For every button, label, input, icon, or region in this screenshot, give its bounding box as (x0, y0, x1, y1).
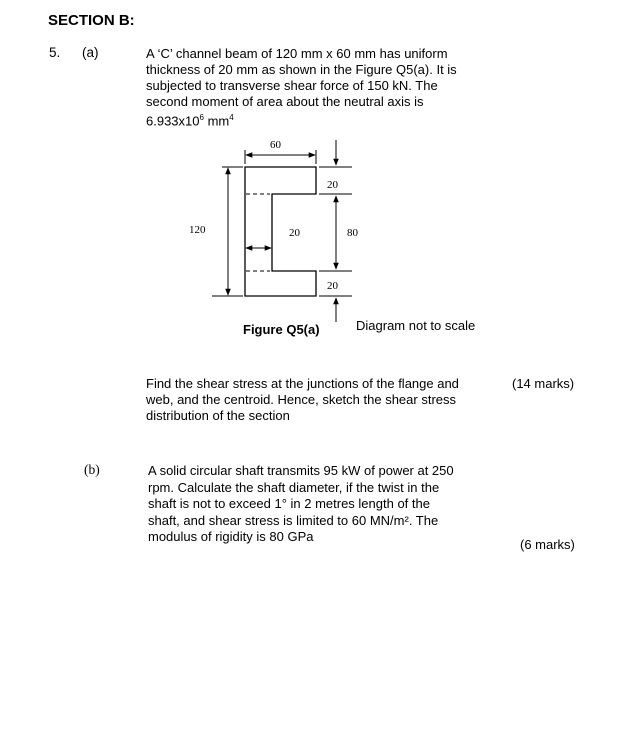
part-b-line: modulus of rigidity is 80 GPa (148, 529, 314, 544)
dim-flange-top-label: 20 (327, 179, 338, 191)
question-number: 5. (49, 45, 61, 60)
part-a-line: thickness of 20 mm as shown in the Figure Q5(a). It is (146, 62, 457, 77)
part-a-task-line: distribution of the section (146, 408, 290, 423)
figure-note: Diagram not to scale (356, 318, 476, 333)
inertia-unit: mm (203, 113, 230, 129)
dim-height-label: 120 (189, 224, 206, 236)
inertia-unit-exponent: 4 (229, 113, 234, 122)
dim-flange-bottom-label: 20 (327, 280, 338, 292)
part-a-task-line: web, and the centroid. Hence, sketch the shear stress (146, 392, 457, 407)
part-a-marks: (14 marks) (512, 376, 575, 391)
part-b-label: (b) (84, 462, 100, 477)
part-a-task (146, 376, 496, 424)
part-a-label: (a) (82, 45, 99, 60)
part-a-task-line: Find the shear stress at the junctions of the flange and (146, 376, 459, 391)
section-title: SECTION B: (48, 12, 135, 29)
figure-caption: Figure Q5(a) (243, 322, 320, 337)
dim-web-label: 20 (289, 227, 300, 239)
dim-inner-label: 80 (347, 227, 358, 239)
part-a-line: A ‘C’ channel beam of 120 mm x 60 mm has uniform (146, 46, 448, 61)
dim-top-label: 60 (270, 139, 281, 151)
part-b-line: rpm. Calculate the shaft diameter, if the twist in the (148, 479, 440, 495)
part-a-line: subjected to transverse shear force of 150 kN. The (146, 78, 438, 93)
inertia-base: 6.933x10 (146, 113, 200, 129)
part-b-marks: (6 marks) (520, 537, 575, 552)
part-b-statement (148, 463, 490, 546)
part-b-line: A solid circular shaft transmits 95 kW of power at 250 (148, 463, 454, 478)
inertia-exponent: 6 (199, 113, 204, 122)
channel-outline (245, 167, 316, 296)
part-b-line: shaft, and shear stress is limited to 60 MN/m². The (148, 512, 439, 528)
part-b-line: shaft is not to exceed 1° in 2 metres length of the (148, 496, 430, 511)
part-a-line: second moment of area about the neutral axis is (146, 94, 424, 109)
